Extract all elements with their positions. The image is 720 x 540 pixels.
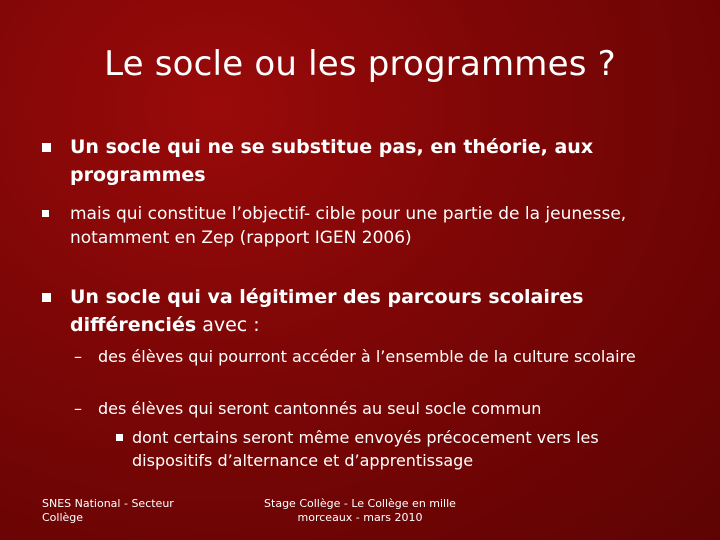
footer-left: SNES National - Secteur Collège [42,497,174,524]
dash-bullet: – [74,399,82,418]
bullet-item-1 [42,133,682,189]
subsub-item-1 [112,426,672,472]
sub-item-1-text: des élèves qui pourront accéder à l’ensemble de la culture scolaire [98,347,636,366]
square-bullet-icon [42,293,51,302]
bullet-text-1: Un socle qui ne se substitue pas, en théorie, aux programmes [70,136,594,186]
bullet-text-3 [70,283,682,339]
dash-bullet: – [74,347,82,366]
sub-item-2-text: des élèves qui seront cantonnés au seul socle commun [98,399,542,418]
bullet-text-3-normal: avec : [196,314,260,336]
square-bullet-icon [42,143,51,152]
sub-item-1 [74,345,674,368]
footer-center: Stage Collège - Le Collège en mille morceaux - mars 2010 [264,497,456,524]
bullet-text-2: mais qui constitue l’objectif- cible pour une partie de la jeunesse, notamment en Zep (rapport IGEN 2006) [70,204,627,248]
bullet-text-3-bold: Un socle qui va légitimer des parcours scolaires différenciés [70,286,584,336]
slide-title: Le socle ou les programmes ? [104,44,616,84]
sub-item-2 [74,397,674,420]
subsub-item-1-text: dont certains seront même envoyés précocement vers les dispositifs d’alternance et d’apprentissage [132,428,599,470]
square-bullet-icon [42,210,49,217]
square-bullet-icon [116,434,123,441]
bullet-item-3 [42,283,682,339]
bullet-item-2 [42,202,682,250]
